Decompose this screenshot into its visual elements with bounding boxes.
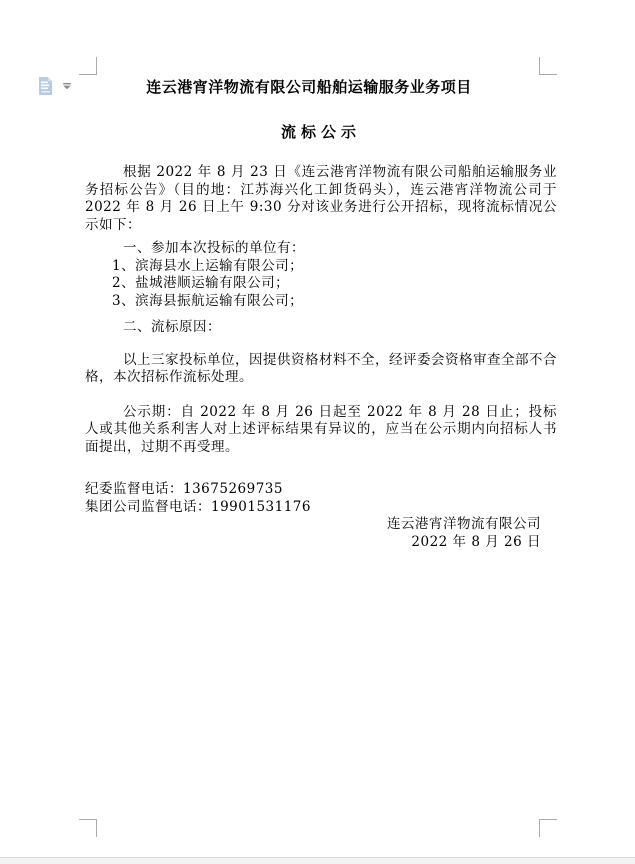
- bidder-item-2: 2、盐城港顺运输有限公司；: [112, 275, 290, 291]
- signature-date: 2022 年 8 月 26 日: [411, 533, 541, 550]
- page-bottom-edge: [0, 857, 635, 864]
- paste-options-button[interactable]: [35, 75, 72, 97]
- group-phone-line: 集团公司监督电话：19901531176: [85, 498, 311, 515]
- section1-heading: 一、参加本次投标的单位有：: [123, 240, 305, 256]
- intro-paragraph: 根据 2022 年 8 月 23 日《连云港宵洋物流有限公司船舶运输服务业务招标公告》（目的地：江苏海兴化工卸货码头），连云港宵洋物流公司于 2022 年 8 月 26 日上午 9:30 分对该业务进行公开招标，现将流标情况公示如下：: [85, 164, 557, 233]
- contact-block: [85, 481, 557, 516]
- crop-mark-bottom-left: [79, 819, 97, 837]
- document-title: 连云港宵洋物流有限公司船舶运输服务业务项目: [146, 78, 472, 96]
- signature-block: [85, 516, 557, 551]
- document-subtitle: 流标公示: [280, 123, 361, 141]
- document-body: [85, 0, 557, 551]
- clipboard-paste-icon: [35, 75, 57, 97]
- chevron-down-icon[interactable]: [62, 82, 72, 90]
- bidder-item-1: 1、滨海县水上运输有限公司；: [112, 257, 304, 274]
- bidder-item-3: 3、滨海县振航运输有限公司；: [112, 292, 304, 309]
- signature-company: 连云港宵洋物流有限公司: [387, 516, 541, 532]
- section2-heading: 二、流标原因：: [123, 319, 221, 335]
- crop-mark-bottom-right: [539, 819, 557, 837]
- discipline-phone-line: 纪委监督电话：13675269735: [85, 481, 283, 497]
- notice-period-paragraph: 公示期：自 2022 年 8 月 26 日起至 2022 年 8 月 28 日止；投标人或其他关系利害人对上述评标结果有异议的，应当在公示期内向招标人书面提出，过期不再受理。: [85, 403, 557, 455]
- reason-paragraph: 以上三家投标单位，因提供资格材料不全，经评委会资格审查全部不合格，本次招标作流标处理。: [85, 351, 557, 385]
